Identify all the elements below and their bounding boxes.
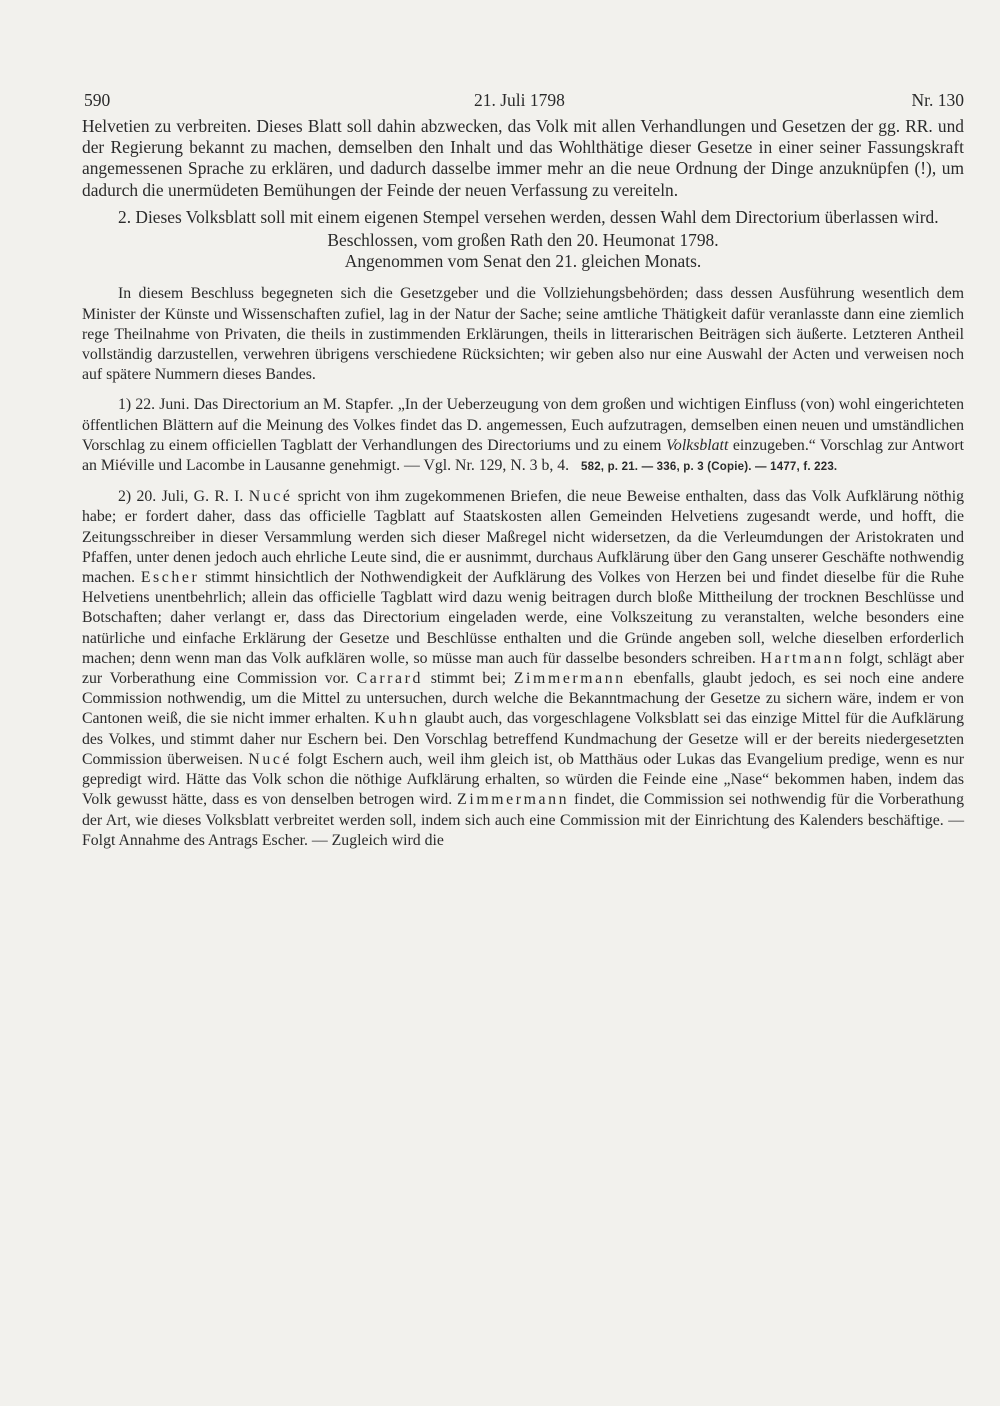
speaker-name: Zimmermann bbox=[457, 791, 570, 809]
note-1-emphasis: Volksblatt bbox=[666, 436, 729, 454]
law-paragraph-1: Helvetien zu verbreiten. Dieses Blatt soll dahin abzwecken, das Volk mit allen Verhandlungen und Gesetzen der gg. RR. und der Regierung bekannt zu machen, demselben den Inhalt und das Wohlthätige dieser Gesetze in einer seiner Fassungskraft angemessenen Sprache zu erklären, und dadurch dasselbe immer mehr an die neue Ordnung der Dinge anzuknüpfen (!), um dadurch die unermüdeten Bemühungen der Feinde der neuen Verfassung zu vereiteln. bbox=[82, 116, 964, 200]
note-2-text: folgt Eschern auch, weil ihm gleich ist, ob Matthäus oder Lukas das Evangelium predige, wenn es nur gepredigt wird. Hätte das Volk schon die nöthige Aufklärung erhalten, so würden die Feinde eine „Nase“ bekommen haben, indem das Volk gewusst hätte, dass es von denselben betrogen wird. bbox=[82, 750, 964, 809]
page-header bbox=[82, 90, 964, 116]
document-number: Nr. 130 bbox=[911, 90, 964, 110]
note-2-text: stimmt bei; bbox=[423, 670, 514, 688]
speaker-name: Zimmermann bbox=[513, 670, 626, 688]
note-2 bbox=[82, 487, 964, 851]
note-2-text: folgt, schlägt aber zur Vorberathung eine Commission vor. bbox=[82, 649, 965, 688]
document-page bbox=[82, 90, 964, 851]
note-2-text: findet, die Commission sei nothwendig für die Vorberathung der Art, wie dieses Volksblatt verbreitet werden soll, indem sich auch eine Commission mit der Einrichtung des Kalenders beschäftige. — Folgt Annahme des Antrags Escher. — Zugleich wird die bbox=[82, 791, 964, 849]
archive-reference: 582, p. 21. — 336, p. 3 (Copie). — 1477, f. 223. bbox=[581, 461, 838, 474]
accepted-line: Angenommen vom Senat den 21. gleichen Monats. bbox=[344, 251, 702, 272]
page-number: 590 bbox=[84, 90, 111, 110]
note-1 bbox=[82, 395, 964, 477]
law-paragraph-2: 2. Dieses Volksblatt soll mit einem eigenen Stempel versehen werden, dessen Wahl dem Directorium überlassen wird. bbox=[118, 206, 939, 227]
note-1-text: 1) 22. Juni. Das Directorium an M. Stapfer. „In der Ueberzeugung von dem großen und wichtigen Einfluss (von) wohl eingerichteten öffentlichen Blättern auf die Meinung des Volkes findet das D. angemessen, Euch aufzutragen, demselben einen neuen und umständlichen Vorschlag zu einem officiellen Tagblatt der Verhandlungen des Directoriums und zu einem bbox=[82, 396, 964, 454]
note-1-text-cont: einzugeben.“ Vorschlag zur Antwort an Miéville und Lacombe in Lausanne genehmigt. — Vgl. Nr. 129, N. 3 b, 4. bbox=[82, 436, 964, 475]
note-2-text: 2) 20. Juli, G. R. I. bbox=[118, 488, 249, 506]
commentary-intro: In diesem Beschluss begegneten sich die Gesetzgeber und die Vollziehungsbehörden; dass dessen Ausführung wesentlich dem Minister der Künste und Wissenschaften zufiel, lag in der Natur der Sache; seine amtliche Thätigkeit dafür veranlasste dann eine ziemlich rege Theilnahme von Privaten, die theils in zustimmenden Erklärungen, theils in litterarischen Beiträgen sich äußerte. Letzteren Antheil vollständig darzustellen, verwehren übrigens verschiedene Rücksichten; wir geben also nur eine Auswahl der Acten und verweisen noch auf spätere Nummern dieses Bandes. bbox=[82, 285, 964, 384]
speaker-name: Nucé bbox=[248, 750, 293, 768]
note-2-text: spricht von ihm zugekommenen Briefen, die neue Beweise enthalten, dass das Volk Aufklärung nöthig habe; er fordert daher, dass das officielle Tagblatt auf Staatskosten allen Gemeinden Helvetiens zugesandt werde, und hofft, die Zeitungsschreiber in dieser Versammlung werden sich dieser Maßregel nicht widersetzen, da die Verleumdungen der Aristokraten und Pfaffen, unter denen jedoch auch ehrliche Leute sind, die er ausnimmt, durchaus Aufklärung über den Gang unserer Geschäfte nothwendig machen. bbox=[82, 488, 964, 587]
header-date: 21. Juli 1798 bbox=[474, 90, 565, 110]
note-2-text: glaubt auch, das vorgeschlagene Volksblatt sei das einzige Mittel für die Aufklärung des Volkes, und stimmt daher nur Eschern bei. Den Vorschlag betreffend Kundmachung der Gesetze will er der bereits niedergesetzten Commission überweisen. bbox=[82, 710, 964, 768]
speaker-name: Hartmann bbox=[760, 649, 845, 667]
resolved-line: Beschlossen, vom großen Rath den 20. Heumonat 1798. bbox=[327, 230, 719, 251]
speaker-name: Nucé bbox=[248, 488, 293, 506]
note-2-text: ebenfalls, glaubt jedoch, es sei noch eine andere Commission nothwendig, um die Mittel zu untersuchen, durch welche die Bekanntmachung der Gesetze zu sichern wäre, indem er von Cantonen weiß, die sie nicht immer erhalten. bbox=[82, 670, 964, 728]
speaker-name: Kuhn bbox=[374, 710, 420, 728]
speaker-name: Escher bbox=[140, 569, 200, 587]
note-2-text: stimmt hinsichtlich der Nothwendigkeit der Aufklärung des Volkes von Herzen bei und findet dieselbe für die Ruhe Helvetiens unentbehrlich; allein das officielle Tagblatt wird dazu wenig beitragen durch bloße Mittheilung der trocknen Beschlüsse und Botschaften; daher verlangt er, dass das Directorium eingeladen werde, eine Volkszeitung zu veranstalten, welche besonders eine natürliche und einfache Erklärung der Gesetze und Beschlüsse enthalten und die Gründe angeben soll, welche dieselben erforderlich machen; denn wenn man das Volk aufklären wolle, so müsse man auch für dasselbe besonders schreiben. bbox=[82, 569, 964, 667]
commentary bbox=[82, 284, 964, 850]
speaker-name: Carrard bbox=[356, 670, 424, 688]
